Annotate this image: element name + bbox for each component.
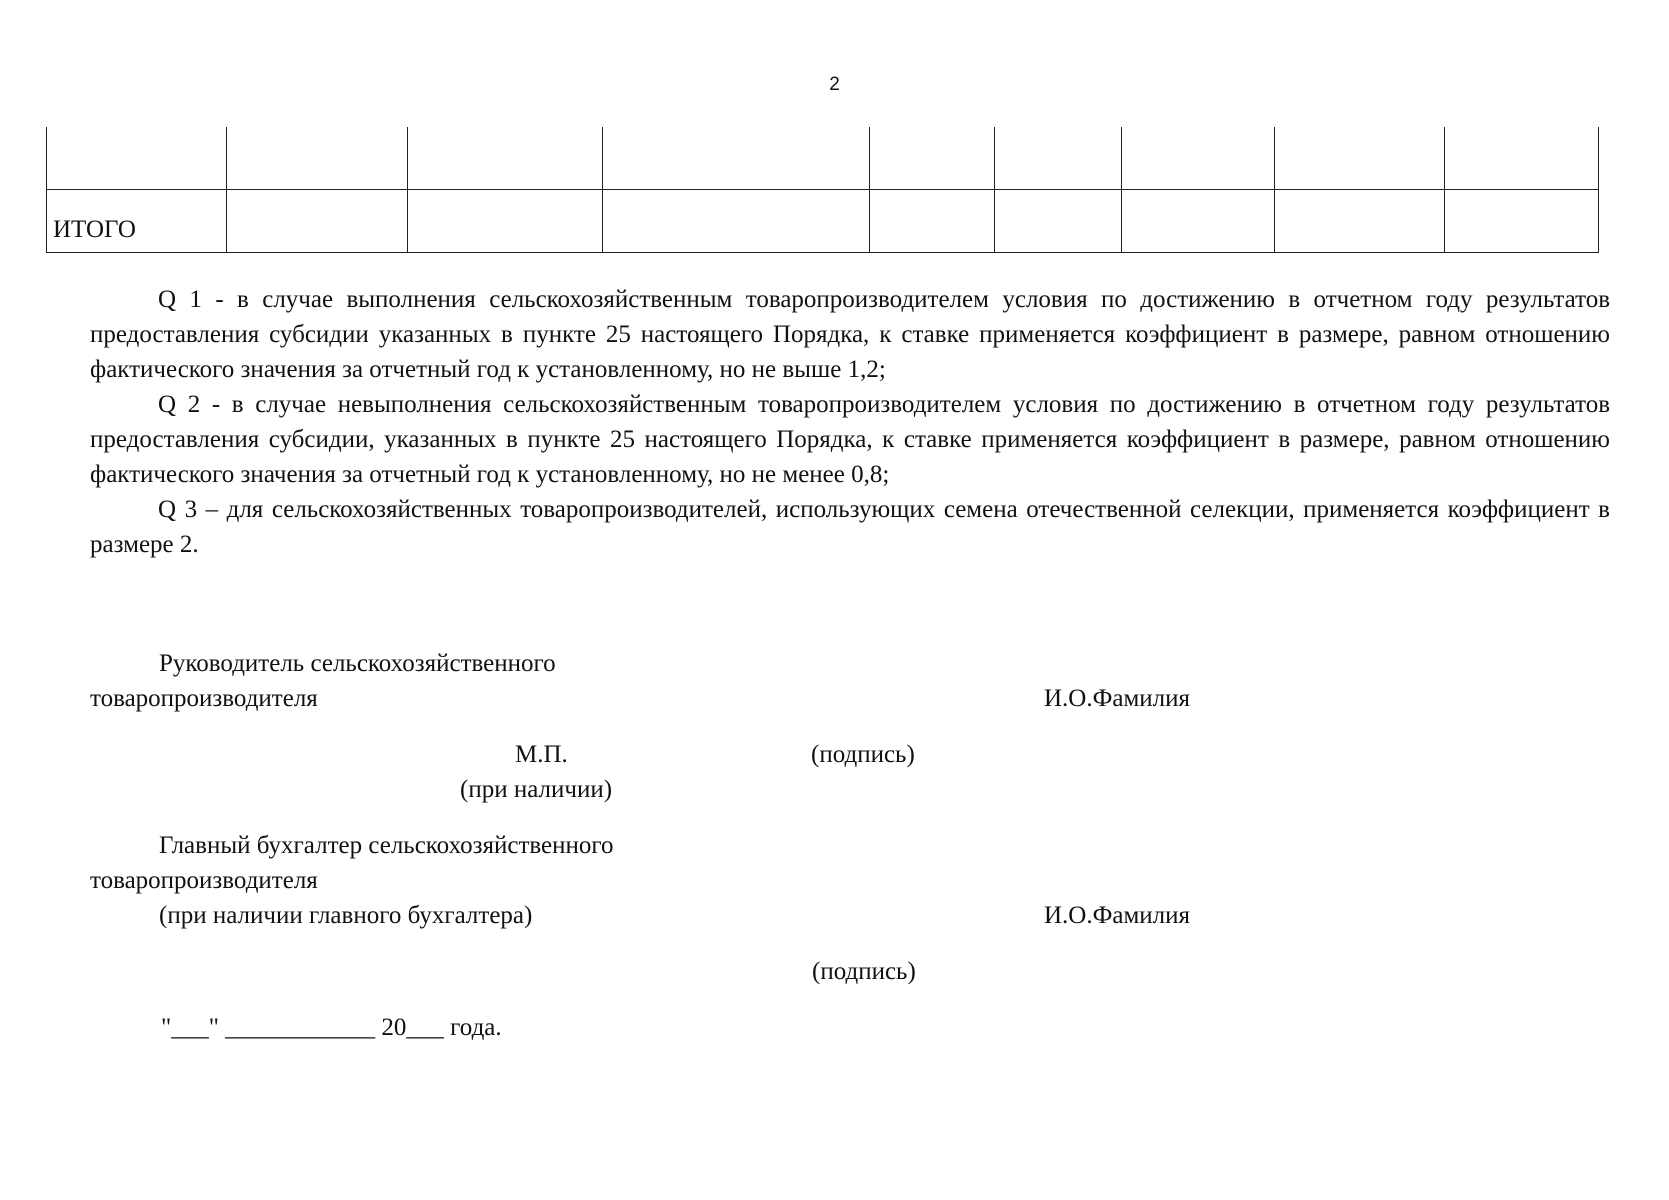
- table-cell: [1445, 127, 1599, 190]
- note-key: Q 3 –: [158, 496, 219, 523]
- table-cell: [408, 127, 603, 190]
- accountant-title-line3: (при наличии главного бухгалтера): [159, 902, 533, 929]
- stamp-note: (при наличии): [460, 776, 613, 803]
- accountant-name: И.О.Фамилия: [1044, 902, 1191, 929]
- table-cell: [995, 190, 1122, 253]
- total-label: ИТОГО: [47, 190, 227, 253]
- accountant-title-line1: Главный бухгалтер сельскохозяйственного: [159, 832, 614, 859]
- head-signature-label: (подпись): [811, 741, 915, 768]
- table-cell: [408, 190, 603, 253]
- table-cell: [1275, 127, 1445, 190]
- table-cell: [603, 190, 870, 253]
- table-cell: [870, 127, 995, 190]
- coefficient-notes: [90, 282, 1610, 562]
- note-q3: [90, 492, 1610, 562]
- stamp-label: М.П.: [515, 741, 568, 768]
- note-q1: [90, 282, 1610, 387]
- note-text: для сельскохозяйственных товаропроизводителей, использующих семена отечественной селекции, применяется коэффициент в размере 2.: [90, 496, 1610, 558]
- head-name: И.О.Фамилия: [1044, 685, 1191, 712]
- note-key: Q 2 -: [158, 391, 221, 418]
- date-line: "___" ____________ 20___ года.: [161, 1014, 502, 1041]
- note-q2: [90, 387, 1610, 492]
- table-cell: [603, 127, 870, 190]
- table-cell: [47, 127, 227, 190]
- table-cell: [995, 127, 1122, 190]
- page-number: 2: [829, 74, 840, 95]
- note-key: Q 1 -: [158, 286, 224, 313]
- table-cell: [227, 127, 408, 190]
- accountant-signature-label: (подпись): [812, 958, 916, 985]
- head-title-line2: товаропроизводителя: [90, 685, 318, 712]
- head-title-line1: Руководитель сельскохозяйственного: [159, 650, 556, 677]
- table-cell: [1445, 190, 1599, 253]
- accountant-title-line2: товаропроизводителя: [90, 867, 318, 894]
- table-cell: [227, 190, 408, 253]
- table-cell: [1275, 190, 1445, 253]
- table-cell: [870, 190, 995, 253]
- table-row: [47, 127, 1599, 190]
- table-cell: [1122, 190, 1275, 253]
- summary-table: [46, 127, 1599, 253]
- table-cell: [1122, 127, 1275, 190]
- note-text: в случае невыполнения сельскохозяйственным товаропроизводителем условия по достижению в отчетном году результатов предоставления субсидии, указанных в пункте 25 настоящего Порядка, к ставке применяется коэффициент в размере, равном отношению фактического значения за отчетный год к установленному, но не менее 0,8;: [90, 391, 1611, 488]
- note-text: в случае выполнения сельскохозяйственным товаропроизводителем условия по достижению в отчетном году результатов предоставления субсидии указанных в пункте 25 настоящего Порядка, к ставке применяется коэффициент в размере, равном отношению фактического значения за отчетный год к установленному, но не выше 1,2;: [90, 286, 1611, 383]
- total-row: [47, 190, 1599, 253]
